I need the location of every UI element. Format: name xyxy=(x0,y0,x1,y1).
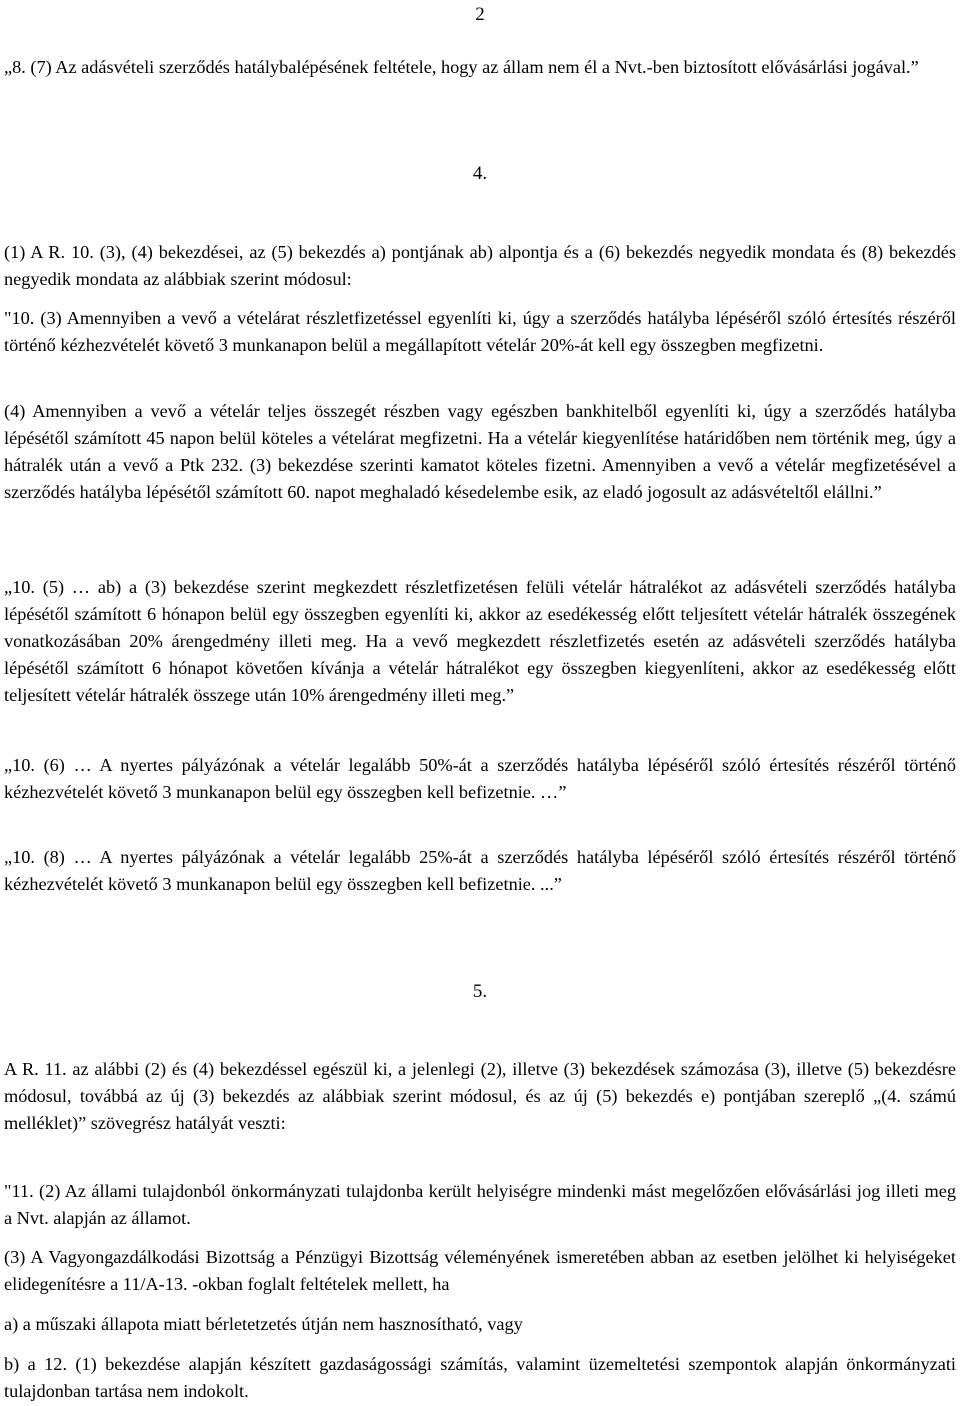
paragraph-11-3-a: a) a műszaki állapota miatt bérletetzetés útján nem hasznosítható, vagy xyxy=(4,1314,523,1334)
section-heading-5: 5. xyxy=(472,981,488,1002)
paragraph-10-8: „10. (8) … A nyertes pályázónak a vételár legalább 25%-át a szerződés hatályba lépéséről szóló értesítés részéről történő kézhezvételét követő 3 munkanapon belül egy összegben kell befizetnie. ...” xyxy=(4,847,956,894)
paragraph-amendment-10: (1) A R. 10. (3), (4) bekezdései, az (5) bekezdés a) pontjának ab) alpontja és a (6) bekezdés negyedik mondata és (8) bekezdés negyedik mondata az alábbiak szerint módosul: xyxy=(4,242,956,289)
page-number: 2 xyxy=(475,4,485,25)
paragraph-8-7: „8. (7) Az adásvételi szerződés hatálybalépésének feltétele, hogy az állam nem él a Nvt.-ben biztosított elővásárlási jogával.” xyxy=(4,57,919,77)
paragraph-11-3: (3) A Vagyongazdálkodási Bizottság a Pénzügyi Bizottság véleményének ismeretében abban az esetben jelölhet ki helyiségeket elidegenítésre a 11/A-13. -okban foglalt feltételek mellett, ha xyxy=(4,1247,956,1294)
paragraph-amendment-11: A R. 11. az alábbi (2) és (4) bekezdéssel egészül ki, a jelenlegi (2), illetve (3) bekezdések számozása (3), illetve (5) bekezdésre módosul, továbbá az új (3) bekezdés az alábbiak szerint módosul, és az új (5) bekezdés e) pontjában szereplő „(4. számú melléklet)” szövegrész hatályát veszti: xyxy=(4,1059,956,1133)
section-heading-4: 4. xyxy=(472,163,488,184)
paragraph-11-3-b: b) a 12. (1) bekezdése alapján készített gazdaságossági számítás, valamint üzemeltetési szempontok alapján önkormányzati tulajdonban tartása nem indokolt. xyxy=(4,1354,956,1401)
paragraph-11-2: "11. (2) Az állami tulajdonból önkormányzati tulajdonba került helyiségre mindenki mást megelőzően elővásárlási jog illeti meg a Nvt. alapján az államot. xyxy=(4,1181,956,1228)
paragraph-10-3: "10. (3) Amennyiben a vevő a vételárat részletfizetéssel egyenlíti ki, úgy a szerződés hatályba lépéséről szóló értesítés részéről történő kézhezvételét követő 3 munkanapon belül a megállapított vételár 20%-át kell egy összegben megfizetni. xyxy=(4,308,956,355)
paragraph-10-4: (4) Amennyiben a vevő a vételár teljes összegét részben vagy egészben bankhitelből egyenlíti ki, úgy a szerződés hatályba lépésétől számított 45 napon belül köteles a vételárat megfizetni. Ha a vételár kiegyenlítése határidőben nem történik meg, úgy a hátralék után a vevő a Ptk 232. (3) bekezdése szerinti kamatot köteles fizetni. Amennyiben a vevő a vételár megfizetésével a szerződés hatályba lépésétől számított 60. napot meghaladó késedelembe esik, az eladó jogosult az adásvételtől elállni.” xyxy=(4,401,956,502)
paragraph-10-5: „10. (5) … ab) a (3) bekezdése szerint megkezdett részletfizetésen felüli vételár hátralékot az adásvételi szerződés hatályba lépésétől számított 6 hónapon belül egy összegben egyenlíti ki, akkor az esedékesség előtt teljesített vételár hátralék összegének vonatkozásában 20% árengedmény illeti meg. Ha a vevő megkezdett részletfizetés esetén az adásvételi szerződés hatályba lépésétől számított 6 hónapot követően kívánja a vételár hátralékot egy összegben kiegyenlíteni, akkor az esedékesség előtt teljesített vételár hátralék összege után 10% árengedmény illeti meg.” xyxy=(4,577,956,705)
paragraph-10-6: „10. (6) … A nyertes pályázónak a vételár legalább 50%-át a szerződés hatályba lépéséről szóló értesítés részéről történő kézhezvételét követő 3 munkanapon belül egy összegben kell befizetnie. …” xyxy=(4,755,956,802)
